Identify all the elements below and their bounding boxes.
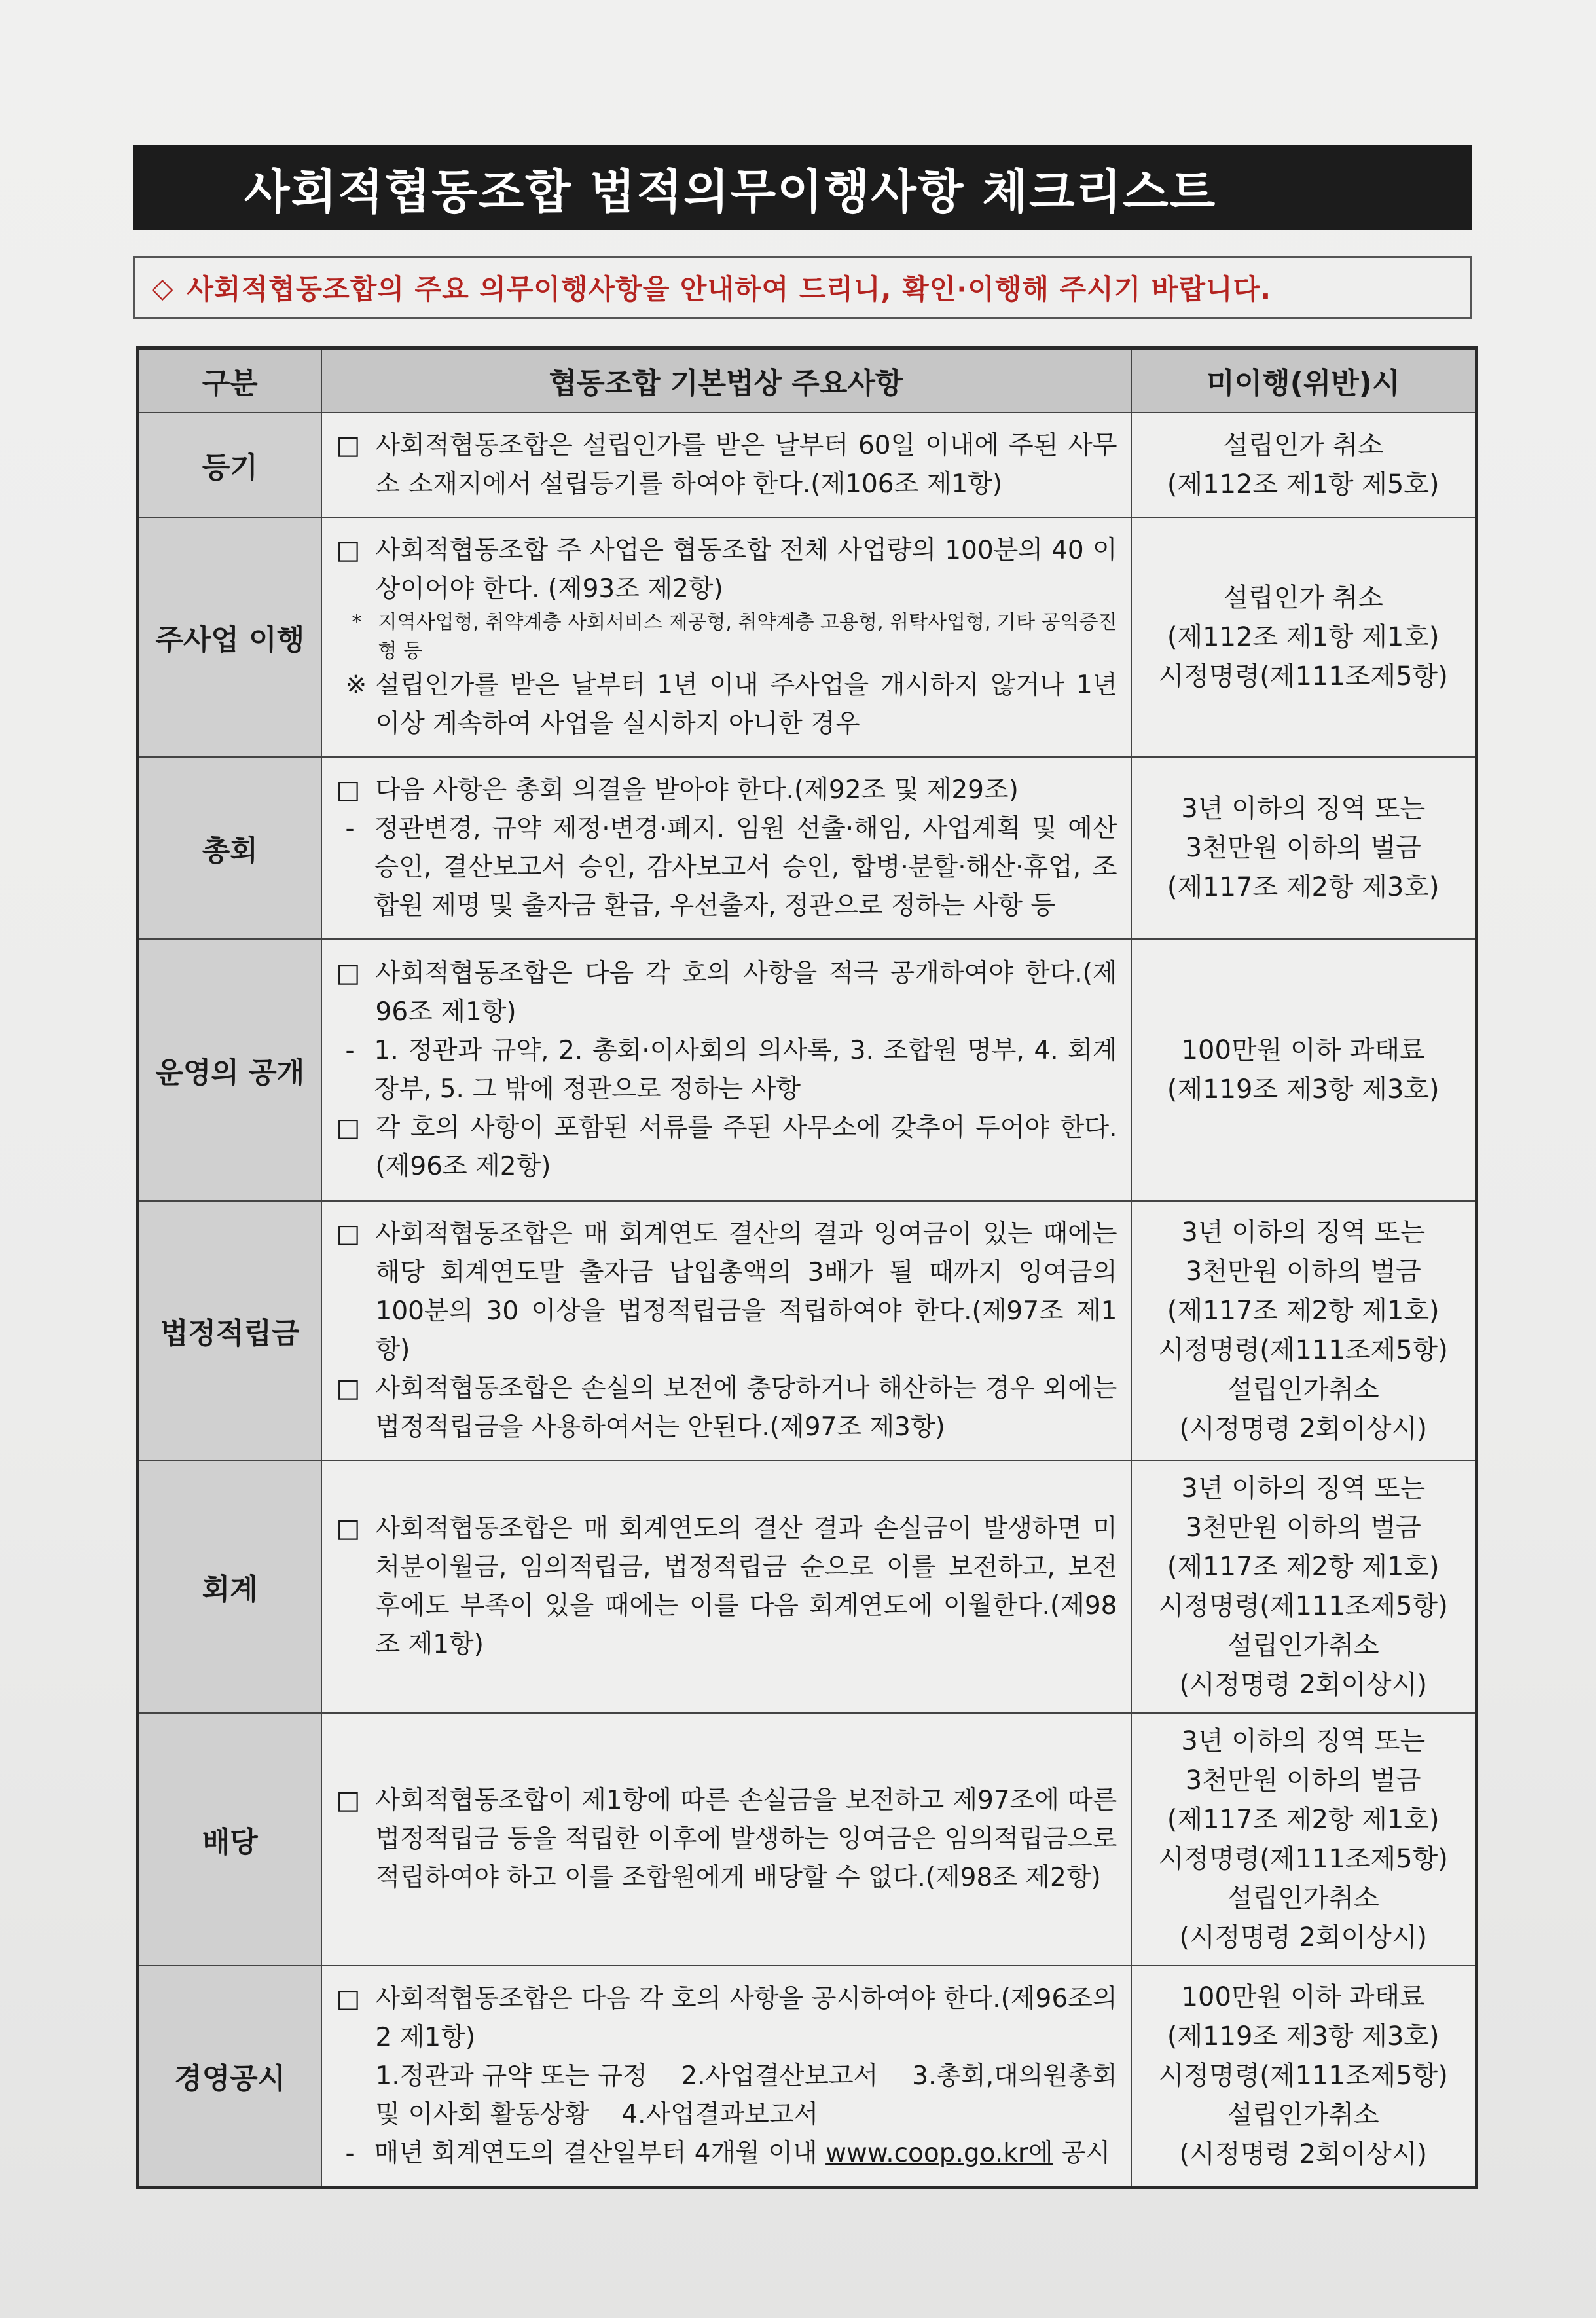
- notice-text: 사회적협동조합의 주요 의무이행사항을 안내하여 드리니, 확인·이행해 주시기 바랍니다.: [187, 273, 1272, 305]
- checkbox-item: [336, 771, 1117, 809]
- checkbox-item: [336, 1369, 1117, 1446]
- diamond-icon: ◇: [152, 271, 174, 304]
- row-penalty: [1131, 757, 1477, 939]
- table-row: [138, 939, 1477, 1201]
- penalty-line: (제117조 제2항 제1호): [1167, 1551, 1440, 1582]
- penalty-line: (시정명령 2회이상시): [1179, 1413, 1427, 1444]
- penalty-line: 100만원 이하 과태료: [1181, 1035, 1425, 1065]
- checkbox-item: [336, 426, 1117, 504]
- checkbox-icon: □: [336, 535, 361, 565]
- penalty-line: 설립인가 취소: [1223, 582, 1384, 613]
- asterisk-icon: *: [352, 610, 362, 634]
- penalty-line: 3천만원 이하의 벌금: [1185, 1256, 1421, 1287]
- penalty-line: 설립인가 취소: [1223, 430, 1384, 460]
- checkbox-icon: □: [336, 1373, 361, 1403]
- coop-website-link[interactable]: www.coop.go.kr에: [825, 2138, 1053, 2168]
- dash-icon: -: [345, 813, 355, 843]
- dash-icon: -: [345, 1035, 355, 1065]
- document-title-bar: [133, 145, 1472, 230]
- penalty-line: 3천만원 이하의 벌금: [1185, 1765, 1421, 1795]
- checkbox-item: [336, 531, 1117, 608]
- table-row: [138, 413, 1477, 517]
- penalty-line: 3천만원 이하의 벌금: [1185, 832, 1421, 863]
- penalty-line: 시정명령(제111조제5항): [1158, 661, 1448, 691]
- table-row: [138, 1966, 1477, 2188]
- header-penalty: 미이행(위반)시: [1131, 348, 1477, 413]
- checklist-table: [136, 346, 1478, 2189]
- document-title: 사회적협동조합 법적의무이행사항 체크리스트: [244, 164, 1217, 219]
- penalty-line: 3년 이하의 징역 또는: [1181, 793, 1426, 824]
- row-category: 회계: [138, 1460, 321, 1713]
- row-penalty: [1131, 517, 1477, 757]
- checkbox-icon: □: [336, 775, 361, 805]
- item-text: 사회적협동조합은 손실의 보전에 충당하거나 해산하는 경우 외에는 법정적립금을 사용하여서는 안된다.(제97조 제3항): [375, 1373, 1117, 1442]
- item-text: 정관변경, 규약 제정·변경·폐지. 임원 선출·해임, 사업계획 및 예산 승인, 결산보고서 승인, 감사보고서 승인, 합병·분할·해산·휴업, 조합원 제명 및 출자금 환급, 우선출자, 정관으로 정하는 사항 등: [374, 813, 1117, 921]
- checkbox-item: [336, 1979, 1117, 2057]
- penalty-line: (제119조 제3항 제3호): [1167, 1074, 1440, 1105]
- notice-box: [133, 256, 1472, 319]
- checkbox-icon: □: [336, 958, 361, 988]
- penalty-line: 시정명령(제111조제5항): [1158, 1334, 1448, 1365]
- row-content: [321, 1966, 1131, 2188]
- penalty-line: 설립인가취소: [1227, 2100, 1379, 2130]
- item-text: 사회적협동조합은 다음 각 호의 사항을 적극 공개하여야 한다.(제96조 제1항): [375, 958, 1117, 1027]
- checkbox-icon: □: [336, 430, 361, 460]
- row-penalty: [1131, 413, 1477, 517]
- item-text: 사회적협동조합이 제1항에 따른 손실금을 보전하고 제97조에 따른 법정적립금 등을 적립한 이후에 발생하는 잉여금은 임의적립금으로 적립하여야 하고 이를 조합원에게 배당할 수 없다.(제98조 제2항): [375, 1786, 1117, 1892]
- penalty-line: (제117조 제2항 제1호): [1167, 1804, 1440, 1835]
- row-category: 주사업 이행: [138, 517, 321, 757]
- checkbox-item: [336, 1781, 1117, 1897]
- row-category: 경영공시: [138, 1966, 321, 2188]
- checkbox-item: [336, 1215, 1117, 1369]
- item-text: 1.정관과 규약 또는 규정 2.사업결산보고서 3.총회,대의원총회 및 이사회 활동상황 4.사업결과보고서: [375, 2061, 1125, 2129]
- penalty-line: (제112조 제1항 제1호): [1167, 621, 1440, 652]
- row-penalty: [1131, 1201, 1477, 1460]
- footnote-item: [336, 608, 1117, 666]
- table-row: [138, 1713, 1477, 1966]
- penalty-line: 3년 이하의 징역 또는: [1181, 1217, 1426, 1247]
- row-content: [321, 1201, 1131, 1460]
- table-row: [138, 517, 1477, 757]
- row-content: [321, 517, 1131, 757]
- table-row: [138, 1201, 1477, 1460]
- item-text: 1. 정관과 규약, 2. 총회·이사회의 의사록, 3. 조합원 명부, 4. 회계장부, 5. 그 밖에 정관으로 정하는 사항: [374, 1035, 1117, 1104]
- penalty-line: (시정명령 2회이상시): [1179, 1669, 1427, 1700]
- row-category: 배당: [138, 1713, 321, 1966]
- checkbox-icon: □: [336, 1786, 361, 1815]
- item-text: 사회적협동조합은 매 회계연도의 결산 결과 손실금이 발생하면 미처분이월금, 임의적립금, 법정적립금 순으로 이를 보전하고, 보전 후에도 부족이 있을 때에는 이를 다음 회계연도에 이월한다.(제98조 제1항): [375, 1513, 1117, 1659]
- penalty-line: 3천만원 이하의 벌금: [1185, 1512, 1421, 1543]
- penalty-line: 100만원 이하 과태료: [1181, 1982, 1425, 2012]
- header-category: 구분: [138, 348, 321, 413]
- row-penalty: [1131, 939, 1477, 1201]
- item-text: 사회적협동조합은 설립인가를 받은 날부터 60일 이내에 주된 사무소 소재지에서 설립등기를 하여야 한다.(제106조 제1항): [375, 430, 1117, 499]
- note-mark-icon: ※: [345, 670, 367, 700]
- penalty-line: 3년 이하의 징역 또는: [1181, 1725, 1426, 1756]
- table-row: [138, 1460, 1477, 1713]
- row-content: [321, 939, 1131, 1201]
- checkbox-icon: □: [336, 1513, 361, 1543]
- penalty-line: (제119조 제3항 제3호): [1167, 2021, 1440, 2051]
- penalty-line: (시정명령 2회이상시): [1179, 1922, 1427, 1953]
- penalty-line: 설립인가취소: [1227, 1883, 1379, 1913]
- checkbox-icon: □: [336, 1219, 361, 1249]
- row-content: [321, 757, 1131, 939]
- row-content: [321, 1713, 1131, 1966]
- row-category: 운영의 공개: [138, 939, 321, 1201]
- item-text: 다음 사항은 총회 의결을 받아야 한다.(제92조 및 제29조): [375, 775, 1019, 805]
- item-text: 지역사업형, 취약계층 사회서비스 제공형, 취약계층 고용형, 위탁사업형, 기타 공익증진형 등: [378, 610, 1117, 663]
- dash-icon: -: [345, 2138, 355, 2168]
- item-text: 설립인가를 받은 날부터 1년 이내 주사업을 개시하지 않거나 1년 이상 계속하여 사업을 실시하지 아니한 경우: [375, 670, 1117, 739]
- numbered-list: [336, 2057, 1125, 2134]
- dash-item: [336, 809, 1117, 925]
- item-text: 사회적협동조합은 다음 각 호의 사항을 공시하여야 한다.(제96조의2 제1항): [375, 1983, 1117, 2052]
- row-category: 등기: [138, 413, 321, 517]
- item-text: 사회적협동조합 주 사업은 협동조합 전체 사업량의 100분의 40 이상이어야 한다. (제93조 제2항): [375, 535, 1117, 604]
- row-content: [321, 1460, 1131, 1713]
- penalty-line: 설립인가취소: [1227, 1630, 1379, 1661]
- penalty-line: 시정명령(제111조제5항): [1158, 1591, 1448, 1621]
- penalty-line: (제117조 제2항 제3호): [1167, 872, 1440, 902]
- note-item: [336, 666, 1117, 743]
- row-category: 총회: [138, 757, 321, 939]
- checkbox-item: [336, 954, 1117, 1031]
- penalty-line: 설립인가취소: [1227, 1374, 1379, 1405]
- dash-item: [336, 2134, 1117, 2173]
- row-penalty: [1131, 1460, 1477, 1713]
- row-penalty: [1131, 1713, 1477, 1966]
- item-text: 매년 회계연도의 결산일부터 4개월 이내: [374, 2138, 826, 2168]
- checkbox-icon: □: [336, 1983, 361, 2014]
- dash-item: [336, 1031, 1117, 1109]
- header-row: [138, 348, 1477, 413]
- checkbox-item: [336, 1509, 1117, 1664]
- row-penalty: [1131, 1966, 1477, 2188]
- item-text: 공시: [1053, 2138, 1111, 2168]
- checkbox-icon: □: [336, 1113, 361, 1143]
- item-text: 사회적협동조합은 매 회계연도 결산의 결과 잉여금이 있는 때에는 해당 회계연도말 출자금 납입총액의 3배가 될 때까지 잉여금의 100분의 30 이상을 법정적립금을 적립하여야 한다.(제97조 제1항): [375, 1219, 1117, 1365]
- penalty-line: (시정명령 2회이상시): [1179, 2139, 1427, 2169]
- row-category: 법정적립금: [138, 1201, 321, 1460]
- penalty-line: 시정명령(제111조제5항): [1158, 2061, 1448, 2091]
- item-text: 각 호의 사항이 포함된 서류를 주된 사무소에 갖추어 두어야 한다.(제96조 제2항): [375, 1113, 1117, 1181]
- table-row: [138, 757, 1477, 939]
- penalty-line: (제117조 제2항 제1호): [1167, 1295, 1440, 1326]
- checkbox-item: [336, 1109, 1117, 1186]
- penalty-line: 시정명령(제111조제5항): [1158, 1843, 1448, 1874]
- penalty-line: (제112조 제1항 제5호): [1167, 469, 1440, 500]
- penalty-line: 3년 이하의 징역 또는: [1181, 1473, 1426, 1503]
- header-content: 협동조합 기본법상 주요사항: [321, 348, 1131, 413]
- row-content: [321, 413, 1131, 517]
